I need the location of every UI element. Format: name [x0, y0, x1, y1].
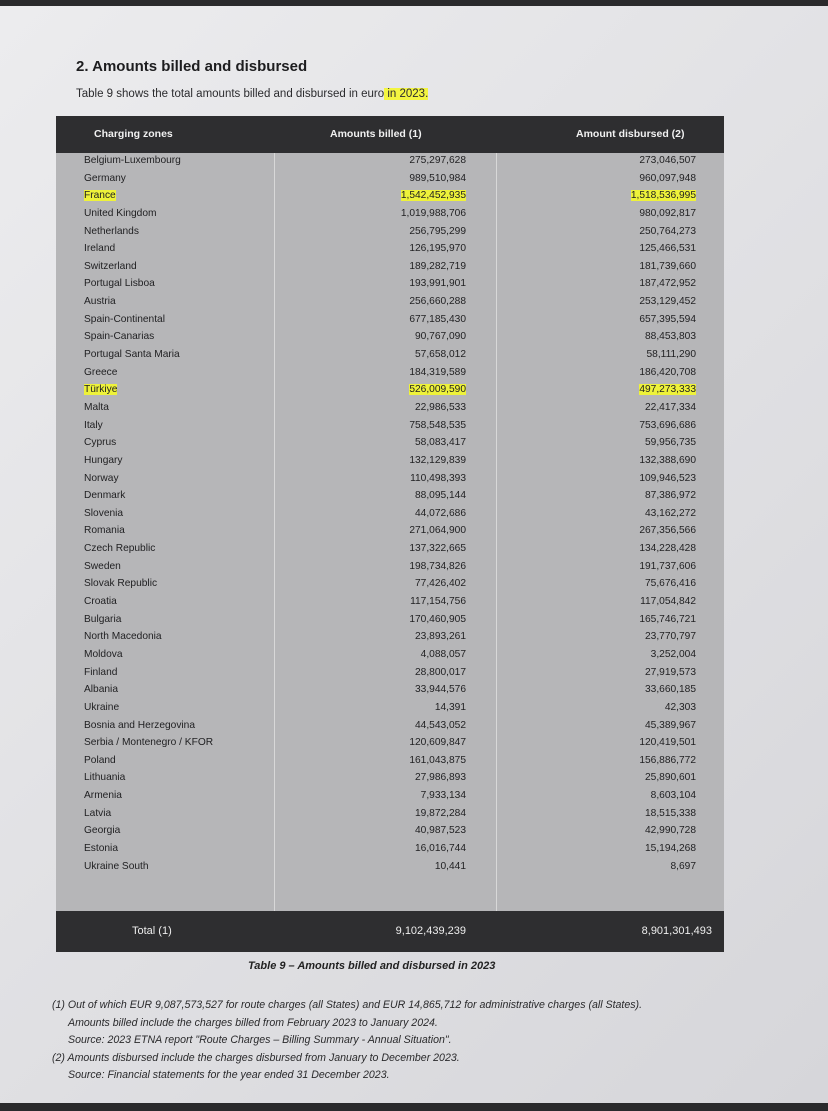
intro-text — [76, 88, 428, 100]
billed-cell: 256,795,299 — [409, 225, 466, 237]
billed-cell: 184,319,589 — [409, 366, 466, 378]
table-row — [56, 259, 724, 277]
disbursed-cell: 22,417,334 — [645, 401, 696, 413]
disbursed-cell: 186,420,708 — [639, 366, 696, 378]
disbursed-cell: 23,770,797 — [645, 631, 696, 643]
billed-cell: 44,543,052 — [415, 719, 466, 731]
disbursed-cell: 120,419,501 — [639, 737, 696, 749]
disbursed-cell: 156,886,772 — [639, 754, 696, 766]
total-billed: 9,102,439,239 — [395, 925, 466, 937]
disbursed-cell: 8,603,104 — [650, 790, 696, 802]
billed-cell: 137,322,665 — [409, 543, 466, 555]
disbursed-cell: 8,697 — [670, 860, 696, 872]
table-row — [56, 171, 724, 189]
table-row — [56, 224, 724, 242]
table-body — [56, 153, 724, 876]
billed-cell: 77,426,402 — [415, 578, 466, 590]
disbursed-cell: 1,518,536,995 — [630, 190, 696, 202]
billed-cell: 16,016,744 — [415, 842, 466, 854]
zone-cell: Finland — [84, 666, 118, 678]
billed-cell: 23,893,261 — [415, 631, 466, 643]
billed-cell: 161,043,875 — [409, 754, 466, 766]
disbursed-cell: 45,389,967 — [645, 719, 696, 731]
zone-cell: Bosnia and Herzegovina — [84, 719, 196, 731]
section-heading: 2. Amounts billed and disbursed — [76, 58, 308, 75]
disbursed-cell: 753,696,686 — [639, 419, 696, 431]
table-row — [56, 682, 724, 700]
table-row — [56, 294, 724, 312]
table-row — [56, 788, 724, 806]
zone-cell: Latvia — [84, 807, 112, 819]
disbursed-cell: 117,054,842 — [640, 596, 696, 608]
zone-cell: United Kingdom — [84, 207, 157, 219]
zone-cell: Malta — [84, 401, 109, 413]
billed-cell: 22,986,533 — [415, 401, 466, 413]
table-row — [56, 612, 724, 630]
table-row — [56, 188, 724, 206]
billed-cell: 1,542,452,935 — [400, 190, 466, 202]
disbursed-cell: 18,515,338 — [645, 807, 696, 819]
zone-cell: Norway — [84, 472, 119, 484]
zone-cell: Armenia — [84, 790, 122, 802]
billed-cell: 120,609,847 — [409, 737, 466, 749]
zone-cell: Spain-Canarias — [84, 331, 155, 343]
disbursed-cell: 273,046,507 — [639, 155, 696, 166]
intro-highlight: in 2023. — [384, 88, 429, 100]
zone-cell: Serbia / Montenegro / KFOR — [84, 737, 214, 749]
table-row — [56, 629, 724, 647]
zone-cell: Germany — [84, 172, 126, 184]
disbursed-cell: 33,660,185 — [645, 684, 696, 696]
footnote-1: (1) Out of which EUR 9,087,573,527 for route charges (all States) and EUR 14,865,712 for administrative charges (all States). — [52, 999, 643, 1011]
billed-cell: 44,072,686 — [415, 507, 466, 519]
billed-cell: 10,441 — [434, 860, 466, 872]
billed-cell: 110,498,393 — [410, 472, 466, 484]
disbursed-cell: 75,676,416 — [645, 578, 696, 590]
billed-cell: 1,019,988,706 — [400, 207, 466, 219]
zone-cell: Czech Republic — [84, 543, 156, 555]
table-row — [56, 382, 724, 400]
table-total-row — [56, 911, 724, 952]
header-amount-disbursed: Amount disbursed (2) — [576, 128, 685, 140]
footnote-2: (2) Amounts disbursed include the charges disbursed from January to December 2023. — [52, 1051, 460, 1064]
table-row — [56, 700, 724, 718]
zone-cell: Cyprus — [84, 437, 117, 449]
table-row — [56, 488, 724, 506]
billed-cell: 14,391 — [434, 701, 466, 713]
disbursed-cell: 253,129,452 — [639, 296, 696, 308]
zone-cell: Bulgaria — [84, 613, 122, 625]
billed-cell: 90,767,090 — [415, 331, 466, 343]
footnote-1-detail: Amounts billed include the charges billed from February 2023 to January 2024. — [68, 1016, 438, 1029]
zone-cell: Ukraine South — [84, 860, 149, 872]
disbursed-cell: 59,956,735 — [645, 437, 696, 449]
table-row — [56, 806, 724, 824]
disbursed-cell: 25,890,601 — [645, 772, 696, 784]
table-row — [56, 471, 724, 489]
table-row — [56, 506, 724, 524]
billed-cell: 275,297,628 — [409, 155, 466, 166]
disbursed-cell: 88,453,803 — [645, 331, 696, 343]
table-row — [56, 418, 724, 436]
table-row — [56, 523, 724, 541]
table-caption: Table 9 – Amounts billed and disbursed in 2023 — [248, 960, 496, 972]
billed-cell: 132,129,839 — [409, 454, 466, 466]
table-row — [56, 859, 724, 877]
zone-cell: Georgia — [84, 825, 121, 837]
footnotes — [52, 999, 642, 1087]
table-row — [56, 347, 724, 365]
zone-cell: Slovak Republic — [84, 578, 158, 590]
zone-cell: Ireland — [84, 243, 116, 255]
document-page — [0, 6, 828, 1103]
zone-cell: Belgium-Luxembourg — [84, 155, 181, 166]
billed-cell: 58,083,417 — [415, 437, 466, 449]
disbursed-cell: 43,162,272 — [645, 507, 696, 519]
disbursed-cell: 125,466,531 — [639, 243, 696, 255]
zone-cell: Portugal Lisboa — [84, 278, 155, 290]
billed-cell: 170,460,905 — [409, 613, 466, 625]
zone-cell: Sweden — [84, 560, 121, 572]
zone-cell: Greece — [84, 366, 118, 378]
disbursed-cell: 657,395,594 — [639, 313, 696, 325]
table-row — [56, 435, 724, 453]
zone-cell: France — [84, 190, 116, 202]
disbursed-cell: 267,356,566 — [639, 525, 696, 537]
zone-cell: Moldova — [84, 648, 123, 660]
disbursed-cell: 109,946,523 — [639, 472, 696, 484]
disbursed-cell: 42,303 — [664, 701, 696, 713]
table-row — [56, 718, 724, 736]
zone-cell: Switzerland — [84, 260, 137, 272]
table-row — [56, 329, 724, 347]
disbursed-cell: 58,111,290 — [646, 349, 696, 361]
billed-cell: 7,933,134 — [420, 790, 466, 802]
table-row — [56, 365, 724, 383]
zone-cell: Denmark — [84, 490, 126, 502]
disbursed-cell: 132,388,690 — [639, 454, 696, 466]
disbursed-cell: 187,472,952 — [639, 278, 696, 290]
header-charging-zones: Charging zones — [94, 128, 173, 140]
zone-cell: North Macedonia — [84, 631, 162, 643]
billed-cell: 40,987,523 — [415, 825, 466, 837]
table-row — [56, 841, 724, 859]
disbursed-cell: 181,739,660 — [639, 260, 696, 272]
table-row — [56, 453, 724, 471]
disbursed-cell: 3,252,004 — [650, 648, 696, 660]
billed-cell: 4,088,057 — [420, 648, 466, 660]
billed-cell: 526,009,590 — [409, 384, 466, 396]
billed-cell: 126,195,970 — [409, 243, 466, 255]
amounts-table — [56, 116, 724, 952]
footnote-1-source: Source: 2023 ETNA report "Route Charges – Billing Summary - Annual Situation". — [68, 1034, 452, 1047]
billed-cell: 19,872,284 — [415, 807, 466, 819]
billed-cell: 271,064,900 — [409, 525, 466, 537]
disbursed-cell: 134,228,428 — [639, 543, 696, 555]
zone-cell: Ukraine — [84, 701, 120, 713]
zone-cell: Portugal Santa Maria — [84, 349, 180, 361]
table-row — [56, 576, 724, 594]
footnote-2-source: Source: Financial statements for the year ended 31 December 2023. — [68, 1069, 390, 1082]
zone-cell: Lithuania — [84, 772, 126, 784]
zone-cell: Netherlands — [84, 225, 139, 237]
disbursed-cell: 42,990,728 — [645, 825, 696, 837]
table-row — [56, 312, 724, 330]
disbursed-cell: 980,092,817 — [639, 207, 696, 219]
table-row — [56, 206, 724, 224]
billed-cell: 88,095,144 — [415, 490, 466, 502]
billed-cell: 33,944,576 — [415, 684, 466, 696]
zone-cell: Romania — [84, 525, 125, 537]
zone-cell: Albania — [84, 684, 118, 696]
zone-cell: Hungary — [84, 454, 123, 466]
disbursed-cell: 250,764,273 — [639, 225, 696, 237]
table-row — [56, 735, 724, 753]
table-header — [56, 116, 724, 153]
billed-cell: 989,510,984 — [409, 172, 466, 184]
billed-cell: 256,660,288 — [409, 296, 466, 308]
table-row — [56, 241, 724, 259]
background-edge — [0, 1103, 828, 1111]
disbursed-cell: 87,386,972 — [645, 490, 696, 502]
zone-cell: Italy — [84, 419, 103, 431]
billed-cell: 28,800,017 — [415, 666, 466, 678]
total-label: Total (1) — [132, 925, 172, 937]
table-row — [56, 770, 724, 788]
zone-cell: Croatia — [84, 596, 117, 608]
zone-cell: Spain-Continental — [84, 313, 165, 325]
table-row — [56, 753, 724, 771]
billed-cell: 57,658,012 — [415, 349, 466, 361]
billed-cell: 27,986,893 — [415, 772, 466, 784]
disbursed-cell: 27,919,573 — [645, 666, 696, 678]
table-row — [56, 153, 724, 171]
billed-cell: 117,154,756 — [410, 596, 466, 608]
zone-cell: Poland — [84, 754, 116, 766]
table-row — [56, 559, 724, 577]
zone-cell: Estonia — [84, 842, 118, 854]
zone-cell: Austria — [84, 296, 116, 308]
total-disbursed: 8,901,301,493 — [641, 925, 712, 937]
disbursed-cell: 165,746,721 — [639, 613, 696, 625]
billed-cell: 677,185,430 — [409, 313, 466, 325]
table-row — [56, 594, 724, 612]
table-row — [56, 276, 724, 294]
table-row — [56, 541, 724, 559]
billed-cell: 198,734,826 — [409, 560, 466, 572]
table-row — [56, 647, 724, 665]
zone-cell: Türkiye — [84, 384, 118, 396]
table-row — [56, 400, 724, 418]
disbursed-cell: 15,194,268 — [645, 842, 696, 854]
disbursed-cell: 497,273,333 — [639, 384, 696, 396]
disbursed-cell: 191,737,606 — [639, 560, 696, 572]
billed-cell: 193,991,901 — [409, 278, 466, 290]
header-amounts-billed: Amounts billed (1) — [330, 128, 422, 140]
disbursed-cell: 960,097,948 — [639, 172, 696, 184]
billed-cell: 758,548,535 — [409, 419, 466, 431]
zone-cell: Slovenia — [84, 507, 124, 519]
table-row — [56, 665, 724, 683]
billed-cell: 189,282,719 — [409, 260, 466, 272]
intro-sentence: Table 9 shows the total amounts billed and disbursed in euro — [76, 88, 385, 100]
table-row — [56, 823, 724, 841]
